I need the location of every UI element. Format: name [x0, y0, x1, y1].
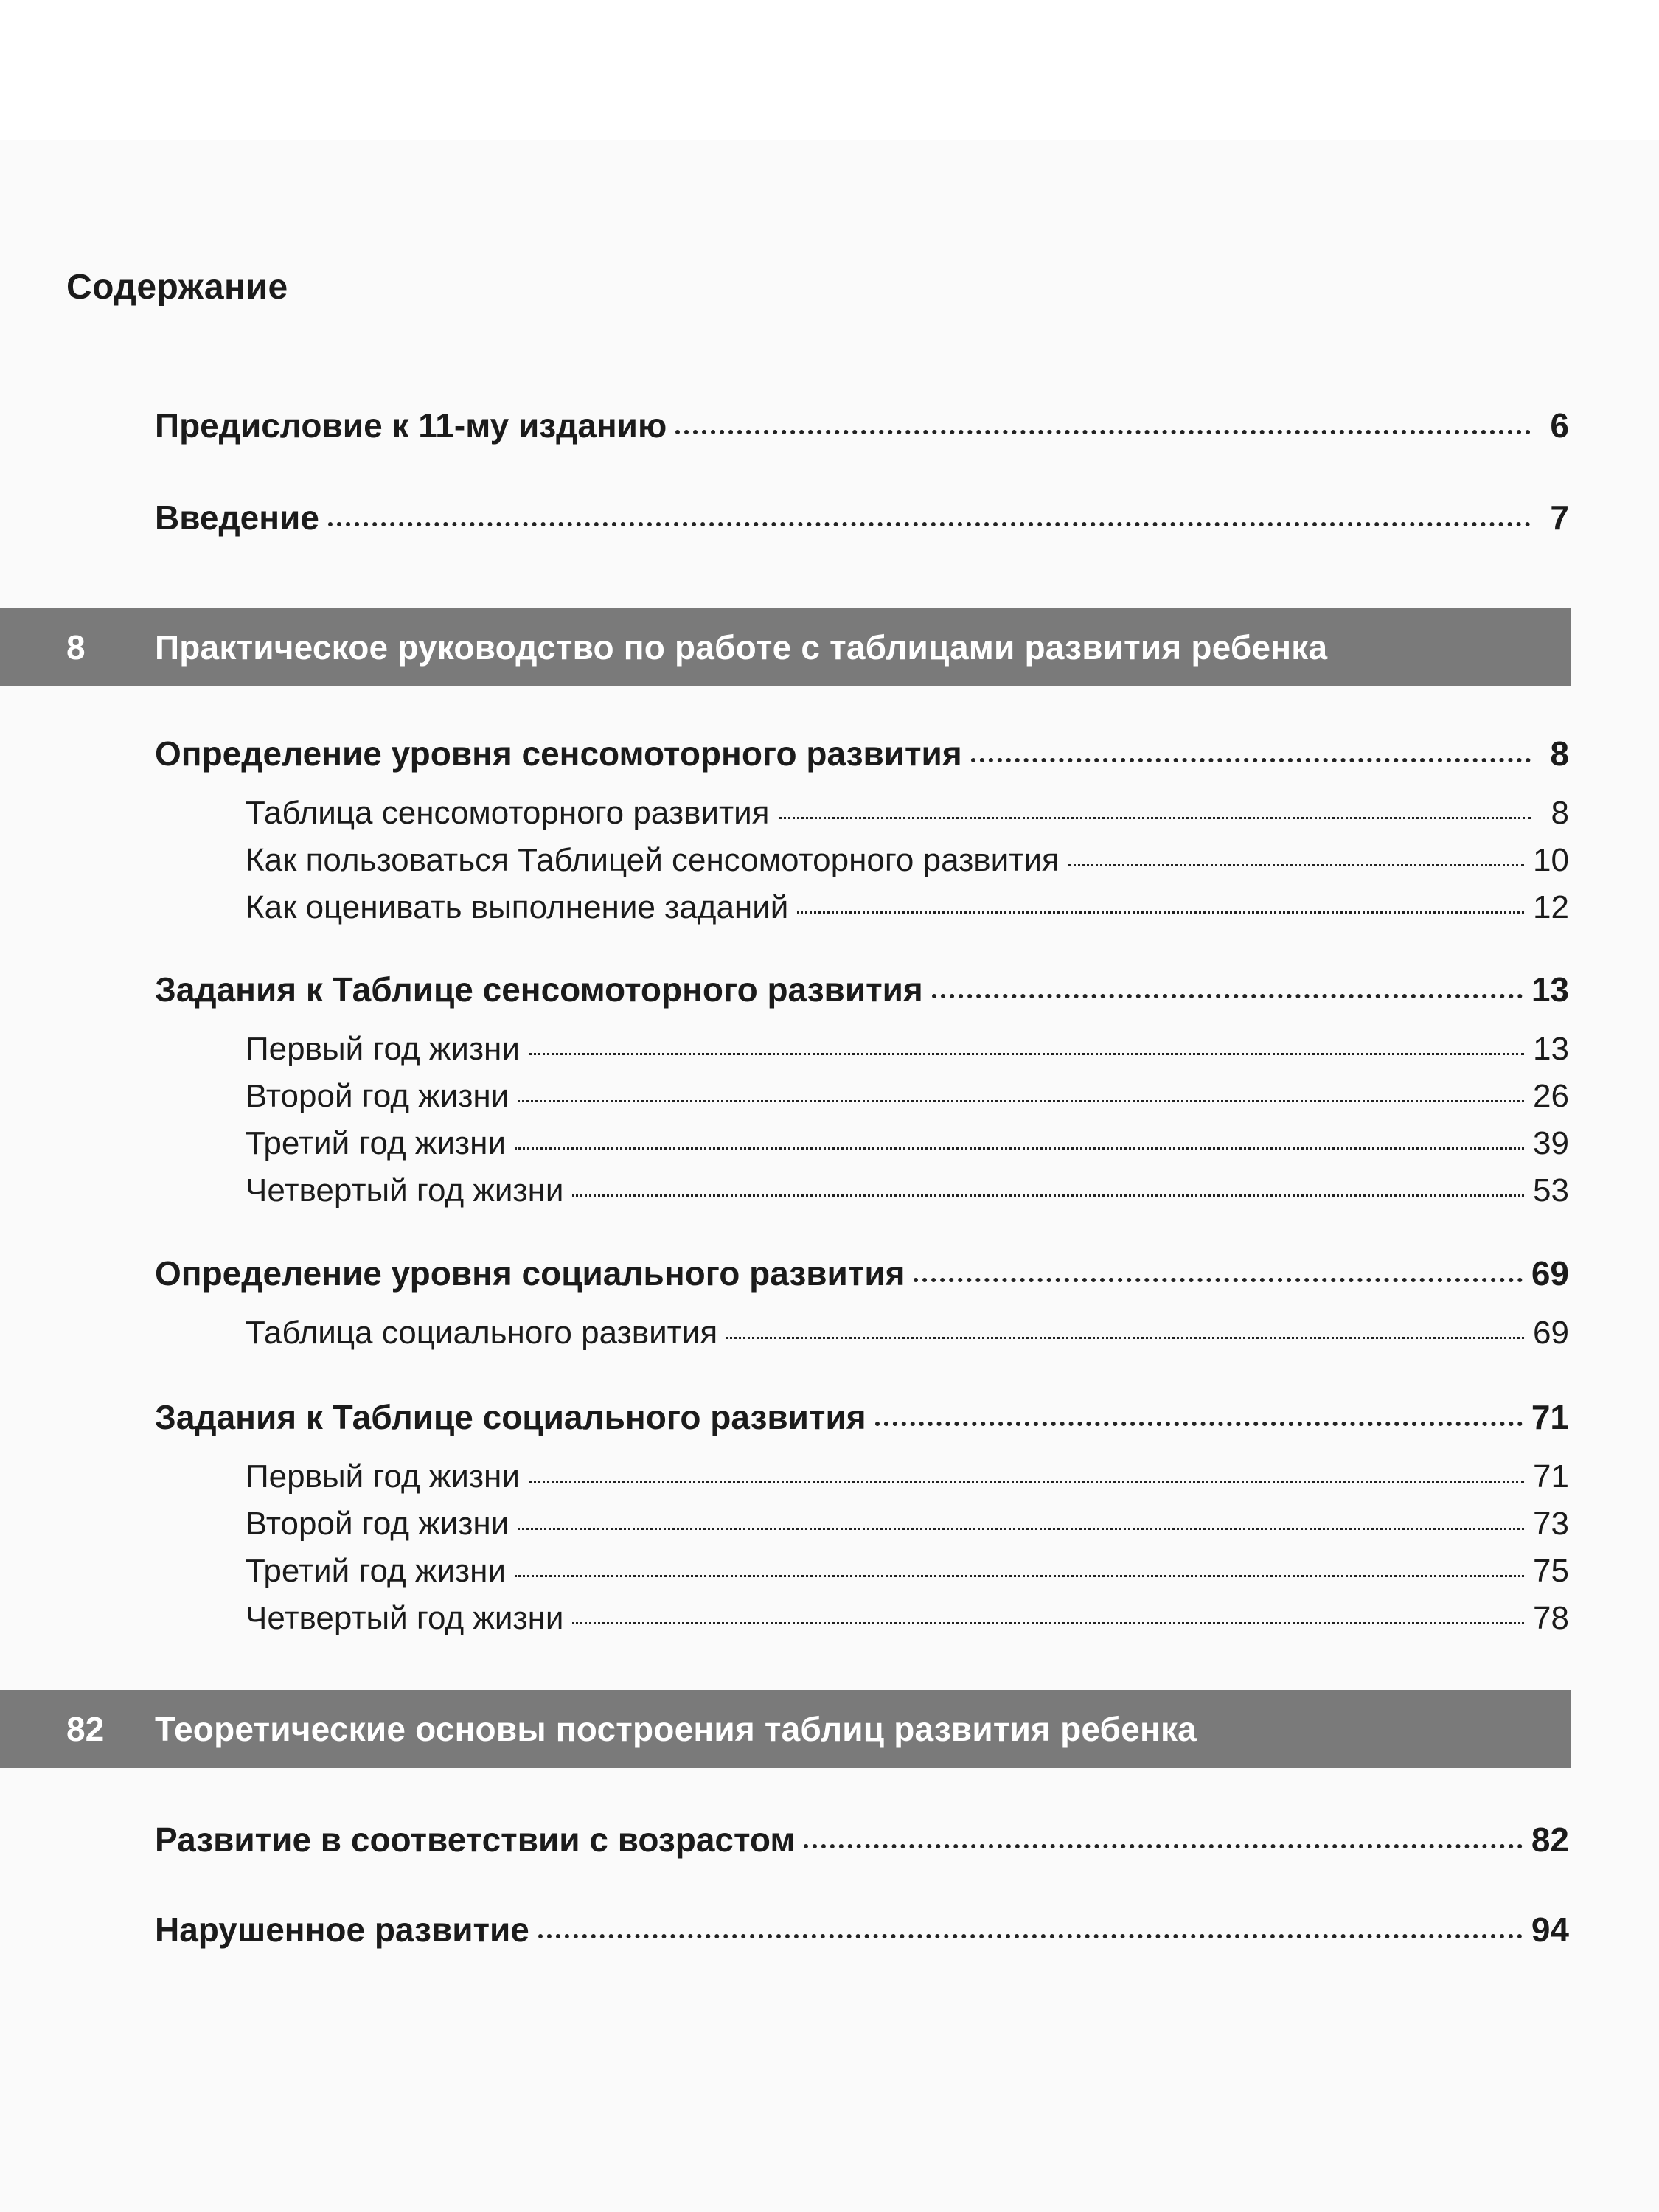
toc-entry-label: Третий год жизни — [246, 1125, 506, 1161]
toc-entry-page: 71 — [1533, 1458, 1569, 1495]
toc-entry-page: 53 — [1533, 1172, 1569, 1208]
toc-entry-label: Нарушенное развитие — [155, 1910, 529, 1949]
toc-entry-sensorimotor-level — [155, 734, 1569, 773]
toc-entry-page: 8 — [1550, 734, 1569, 773]
toc-entry-page: 10 — [1533, 842, 1569, 878]
dot-leader — [971, 758, 1531, 762]
toc-entry-label: Первый год жизни — [246, 1458, 520, 1495]
toc-entry-label: Третий год жизни — [246, 1553, 506, 1589]
toc-subentry — [246, 842, 1569, 879]
toc-entry-page: 13 — [1531, 970, 1569, 1009]
toc-entry-label: Таблица сенсомоторного развития — [246, 795, 770, 831]
toc-entry-page: 69 — [1533, 1315, 1569, 1351]
toc-entry-label: Четвертый год жизни — [246, 1172, 564, 1208]
toc-entry-page: 78 — [1533, 1600, 1569, 1636]
dot-leader — [518, 1528, 1524, 1530]
dot-leader — [804, 1844, 1522, 1848]
toc-subentry — [246, 1172, 1569, 1209]
toc-entry-page: 8 — [1551, 795, 1569, 831]
toc-entry-sensorimotor-tasks — [155, 970, 1569, 1009]
toc-entry-label: Таблица социального развития — [246, 1315, 718, 1351]
dot-leader — [932, 994, 1523, 998]
toc-entry-introduction — [155, 498, 1569, 538]
toc-entry-label: Предисловие к 11-му изданию — [155, 406, 667, 445]
toc-entry-page: 13 — [1533, 1031, 1569, 1067]
toc-subentry — [246, 1315, 1569, 1352]
section-title: Практическое руководство по работе с таблицами развития ребенка — [155, 628, 1328, 667]
toc-entry-label: Второй год жизни — [246, 1078, 509, 1114]
toc-entry-age-development — [155, 1820, 1569, 1860]
section-page: 8 — [66, 628, 86, 667]
toc-entry-social-level — [155, 1253, 1569, 1293]
toc-title: Содержание — [66, 268, 288, 307]
toc-subentry — [246, 1553, 1569, 1590]
dot-leader — [515, 1575, 1524, 1577]
toc-entry-label: Как пользоваться Таблицей сенсомоторного развития — [246, 842, 1060, 878]
toc-entry-label: Четвертый год жизни — [246, 1600, 564, 1636]
dot-leader — [726, 1337, 1524, 1339]
toc-entry-label: Введение — [155, 498, 319, 537]
toc-subentry — [246, 1031, 1569, 1068]
toc-entry-page: 82 — [1531, 1820, 1569, 1859]
section-page: 82 — [66, 1710, 105, 1748]
toc-entry-page: 69 — [1531, 1254, 1569, 1293]
toc-entry-label: Второй год жизни — [246, 1506, 509, 1542]
toc-entry-page: 94 — [1531, 1910, 1569, 1949]
toc-entry-preface — [155, 406, 1569, 445]
dot-leader — [875, 1422, 1523, 1426]
dot-leader — [797, 911, 1524, 914]
dot-leader — [328, 522, 1531, 526]
section-title: Теоретические основы построения таблиц развития ребенка — [155, 1710, 1197, 1748]
toc-subentry — [246, 1506, 1569, 1543]
toc-entry-label: Задания к Таблице сенсомоторного развития — [155, 970, 923, 1009]
dot-leader — [529, 1481, 1524, 1483]
dot-leader — [518, 1100, 1524, 1102]
toc-entry-page: 71 — [1531, 1398, 1569, 1436]
toc-subentry — [246, 1125, 1569, 1162]
dot-leader — [779, 817, 1531, 819]
dot-leader — [529, 1053, 1524, 1055]
toc-entry-page: 39 — [1533, 1125, 1569, 1161]
dot-leader — [914, 1278, 1522, 1282]
page-top-margin — [0, 0, 1659, 140]
section-header-practical-guide — [0, 608, 1571, 686]
dot-leader — [1068, 864, 1524, 866]
toc-entry-social-tasks — [155, 1397, 1569, 1437]
toc-entry-page: 73 — [1533, 1506, 1569, 1542]
toc-subentry — [246, 1600, 1569, 1637]
toc-entry-label: Развитие в соответствии с возрастом — [155, 1820, 796, 1859]
dot-leader — [572, 1622, 1524, 1624]
toc-entry-label: Определение уровня сенсомоторного развития — [155, 734, 962, 773]
dot-leader — [515, 1147, 1524, 1150]
toc-entry-page: 26 — [1533, 1078, 1569, 1114]
toc-subentry — [246, 1458, 1569, 1495]
section-header-theoretical-basis — [0, 1690, 1571, 1768]
toc-entry-label: Определение уровня социального развития — [155, 1254, 905, 1293]
toc-entry-page: 6 — [1550, 406, 1569, 445]
toc-entry-page: 7 — [1550, 498, 1569, 537]
toc-entry-label: Задания к Таблице социального развития — [155, 1398, 866, 1436]
toc-subentry — [246, 795, 1569, 832]
toc-entry-impaired-development — [155, 1910, 1569, 1950]
toc-entry-label: Первый год жизни — [246, 1031, 520, 1067]
toc-entry-label: Как оценивать выполнение заданий — [246, 889, 789, 925]
toc-entry-page: 75 — [1533, 1553, 1569, 1589]
toc-subentry — [246, 889, 1569, 926]
dot-leader — [538, 1934, 1523, 1938]
dot-leader — [675, 430, 1531, 434]
toc-entry-page: 12 — [1533, 889, 1569, 925]
toc-subentry — [246, 1078, 1569, 1115]
dot-leader — [572, 1194, 1524, 1197]
